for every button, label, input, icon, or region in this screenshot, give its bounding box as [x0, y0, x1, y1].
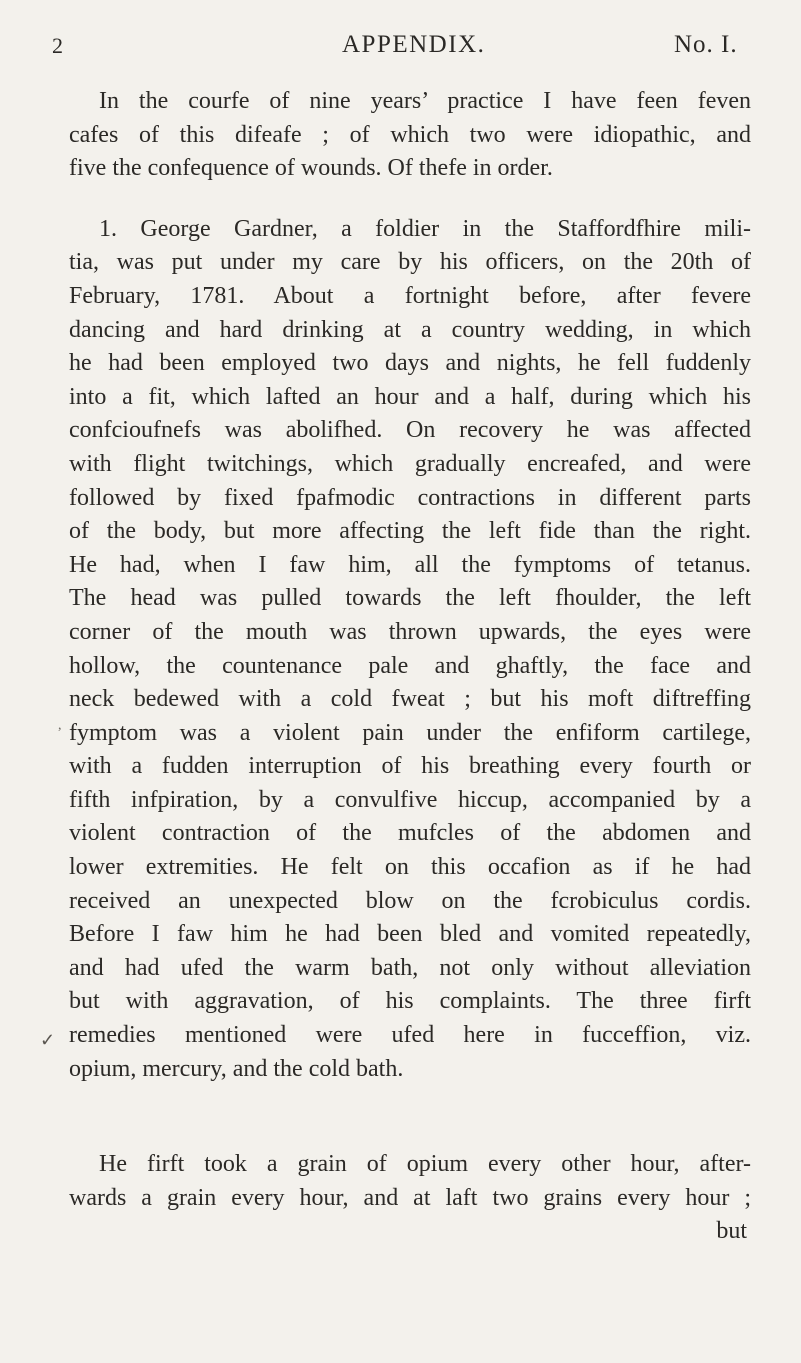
text-line: He had, when I faw him, all the fymptoms of tetanus. [69, 551, 751, 578]
text-line: opium, mercury, and the cold bath. [69, 1055, 404, 1082]
text-line: fymptom was a violent pain under the enfiform cartilege, [69, 719, 751, 746]
text-line: The head was pulled towards the left fhoulder, the left [69, 585, 751, 612]
text-line: February, 1781. About a fortnight before, after fevere [69, 282, 751, 309]
running-header [52, 27, 772, 67]
text-line: of the body, but more affecting the left fide than the right. [69, 518, 751, 545]
text-line: Before I faw him he had been bled and vomited repeatedly, [69, 921, 751, 948]
text-line: with a fudden interruption of his breathing every fourth or [69, 753, 751, 780]
text-line: neck bedewed with a cold fweat ; but his moft diftreffing [69, 686, 751, 713]
text-line: corner of the mouth was thrown upwards, the eyes were [69, 618, 751, 645]
text-line: into a fit, which lafted an hour and a half, during which his [69, 383, 751, 410]
text-line: violent contraction of the mufcles of the abdomen and [69, 820, 751, 847]
text-line: fifth infpiration, by a convulfive hiccup, accompanied by a [69, 786, 751, 813]
paragraph-intro [69, 85, 751, 186]
text-line: and had ufed the warm bath, not only without alleviation [69, 954, 751, 981]
text-line: dancing and hard drinking at a country wedding, in which [69, 316, 751, 343]
text-line: In the courfe of nine years’ practice I have feen feven [99, 88, 751, 114]
text-line: He firft took a grain of opium every other hour, after- [99, 1151, 751, 1178]
paragraph-opium [69, 1148, 751, 1215]
text-line: lower extremities. He felt on this occafion as if he had [69, 854, 751, 881]
text-line: hollow, the countenance pale and ghaftly, the face and [69, 652, 751, 679]
text-line: remedies mentioned were ufed here in fucceffion, viz. [69, 1022, 751, 1049]
header-title: APPENDIX. [342, 31, 486, 58]
text-line: 1. George Gardner, a foldier in the Staffordfhire mili- [99, 215, 751, 242]
text-line: tia, was put under my care by his officers, on the 20th of [69, 249, 751, 276]
paragraph-case-1 [69, 213, 751, 1086]
body-text [69, 85, 751, 1249]
text-line: followed by fixed fpafmodic contractions in different parts [69, 484, 751, 511]
page-number: 2 [52, 33, 64, 58]
margin-mark-icon: , [58, 718, 62, 733]
catchword: but [716, 1218, 747, 1245]
text-line: but with aggravation, of his complaints. The three firft [69, 988, 751, 1015]
text-line: cafes of this difeafe ; of which two were idiopathic, and [69, 121, 751, 148]
text-line: he had been employed two days and nights, he fell fuddenly [69, 350, 751, 377]
text-line: confcioufnefs was abolifhed. On recovery he was affected [69, 417, 751, 444]
tick-mark-icon: ✓ [40, 1030, 56, 1050]
text-line: with flight twitchings, which gradually encreafed, and were [69, 450, 751, 477]
text-line: wards a grain every hour, and at laft two grains every hour ; [69, 1184, 751, 1211]
text-line: five the confequence of wounds. Of thefe in order. [69, 155, 553, 182]
text-line: received an unexpected blow on the fcrobiculus cordis. [69, 887, 751, 914]
section-number: No. I. [674, 31, 738, 58]
